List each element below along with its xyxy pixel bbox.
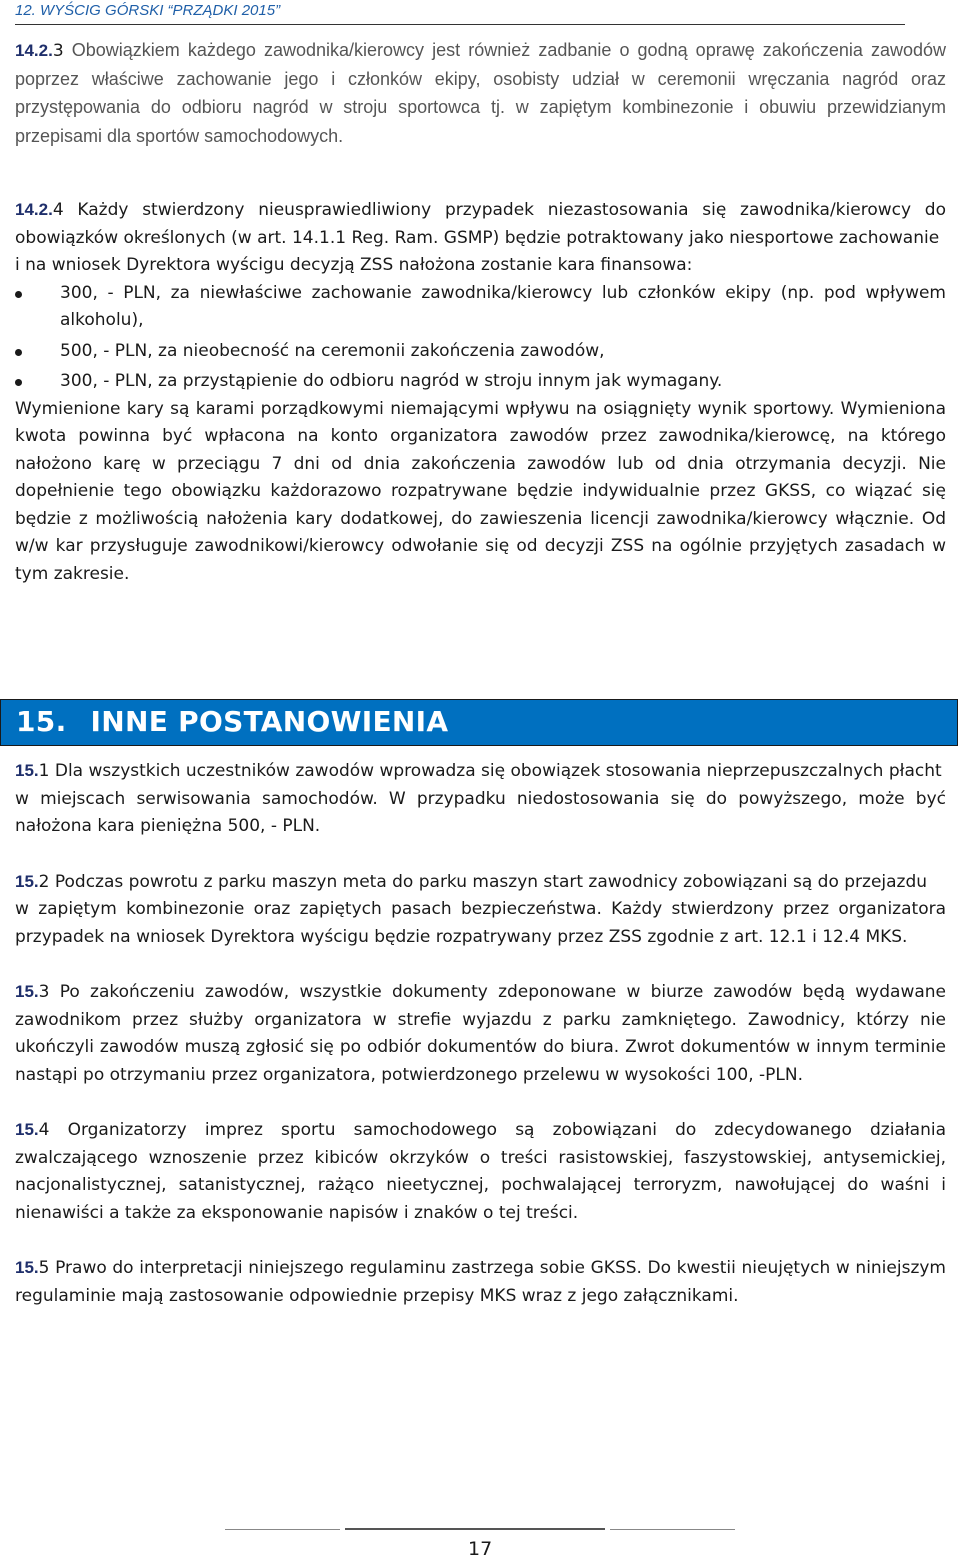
paragraph-15-1: 15.1 Dla wszystkich uczestników zawodów wprowadza się obowiązek stosowania nieprzepuszczalnych płacht	[15, 761, 942, 781]
footer-rule	[225, 1529, 340, 1530]
section-name: INNE POSTANOWIENIA	[90, 705, 449, 738]
penalty-list	[15, 280, 946, 396]
list-item: 500, - PLN, za nieobecność na ceremonii zakończenia zawodów,	[15, 338, 946, 366]
section-14-content	[15, 37, 946, 588]
section-15-content	[15, 757, 946, 1310]
paragraph-number: 15.5	[15, 1258, 50, 1278]
section-15-heading	[0, 699, 958, 746]
paragraph-14-2-3	[15, 37, 946, 151]
paragraph-15-2: 15.2 Podczas powrotu z parku maszyn meta do parku maszyn start zawodnicy zobowiązani są do przejazdu	[15, 871, 928, 892]
paragraph-number: 15.1	[15, 761, 50, 781]
page-number: 17	[468, 1538, 493, 1560]
paragraph-number: 15.4	[15, 1120, 50, 1140]
running-title: 12. WYŚCIG GÓRSKI “PRZĄDKI 2015”	[15, 2, 281, 19]
header-rule	[15, 24, 905, 25]
section-number: 15.	[16, 705, 67, 738]
footer-rule	[610, 1529, 735, 1530]
num-rest: 3	[52, 41, 64, 61]
bullet-icon	[15, 291, 22, 298]
bullet-icon	[15, 379, 22, 386]
paragraph-15-3: 15.3 Po zakończeniu zawodów, wszystkie dokumenty zdeponowane w biurze zawodów będą wydawane zawodnikom przez służby organizatora w strefie wyjazdu z parku zamkniętego. Zawodnicy, którzy nie ukończyli zawodów muszą zgłosić się po odbiór dokumentów do biura. Zwrot dokumentów w innym terminie nastąpi po otrzymaniu przez organizatora, potwierdzonego przelewu w wysokości 100, -PLN.	[15, 982, 946, 1085]
paragraph-closing: Wymienione kary są karami porządkowymi niemającymi wpływu na osiągnięty wynik sportowy. Wymieniona kwota powinna być wpłacona na konto organizatora zawodów przez zawodnika/kierowcę, na którego nałożono karę w przeciągu 7 dni od dnia zakończenia zawodów lub od dnia otrzymania decyzji. Nie dopełnienie tego obowiązku każdorazowo rozpatrywane będzie indywidualnie przez GKSS, co wiązać się będzie z możliwością nałożenia kary dodatkowej, do zawieszenia licencji zawodnika/kierowcy włącznie. Od w/w kar przysługuje zawodnikowi/kierowcy odwołanie się od decyzji ZSS na ogólnie przyjętych zasadach w tym zakresie.	[15, 398, 946, 584]
paragraph-number: 15.3	[15, 982, 50, 1002]
footer-rule	[345, 1528, 605, 1530]
section-title	[16, 705, 448, 738]
paragraph-14-2-4	[15, 196, 946, 252]
page-footer	[225, 1524, 735, 1558]
list-item: 300, - PLN, za przystąpienie do odbioru nagród w stroju innym jak wymagany.	[15, 368, 946, 396]
running-header	[15, 2, 905, 26]
paragraph-15-1-line2: w miejscach serwisowania samochodów. W przypadku niedostosowania się do powyższego, może być nałożona kara pieniężna 500, - PLN.	[15, 788, 946, 836]
bullet-icon	[15, 349, 22, 356]
num-bold: 14.2.	[15, 41, 53, 60]
paragraph-15-2-line2: w zapiętym kombinezonie oraz zapiętych pasach bezpieczeństwa. Każdy stwierdzony przez organizatora przypadek na wniosek Dyrektora wyścigu będzie rozpatrywany przez ZSS zgodnie z art. 12.1 i 12.4 MKS.	[15, 899, 946, 947]
paragraph-15-5: 15.5 Prawo do interpretacji niniejszego regulaminu zastrzega sobie GKSS. Do kwestii nieujętych w niniejszym regulaminie mają zastosowanie odpowiednie przepisy MKS wraz z jego załącznikami.	[15, 1258, 946, 1306]
paragraph-15-4: 15.4 Organizatorzy imprez sportu samochodowego są zobowiązani do zdecydowanego działania zwalczającego wznoszenie przez kibiców okrzyków o treści rasistowskiej, faszystowskiej, antysemickiej, nacjonalistycznej, satanistycznej, rażąco nieetycznej, pochwalającej terroryzm, nawołującej do waśni i nienawiści a także za eksponowanie napisów i znaków o tej treści.	[15, 1120, 946, 1223]
paragraph-number: 14.2.4	[15, 200, 64, 220]
paragraph-text: Obowiązkiem każdego zawodnika/kierowcy jest również zadbanie o godną oprawę zakończenia zawodów poprzez właściwe zachowanie jego i członków ekipy, osobisty udział w ceremonii wręczania nagród oraz przystępowania do odbioru nagród w stroju sportowca tj. w zapiętym kombinezonie i obuwiu przewidzianym przepisami dla sportów samochodowych.	[15, 40, 946, 146]
list-item: 300, - PLN, za niewłaściwe zachowanie zawodnika/kierowcy lub członków ekipy (np. pod wpływem alkoholu),	[15, 280, 946, 335]
paragraph-14-2-4-line2: i na wniosek Dyrektora wyścigu decyzją ZSS nałożona zostanie kara finansowa:	[15, 255, 693, 275]
paragraph-number	[15, 41, 64, 60]
paragraph-text: Każdy stwierdzony nieusprawiedliwiony przypadek niezastosowania się zawodnika/kierowcy do obowiązków określonych (w art. 14.1.1 Reg. Ram. GSMP) będzie potraktowany jako niesportowe zachowanie	[15, 200, 946, 248]
paragraph-number: 15.2	[15, 871, 50, 892]
